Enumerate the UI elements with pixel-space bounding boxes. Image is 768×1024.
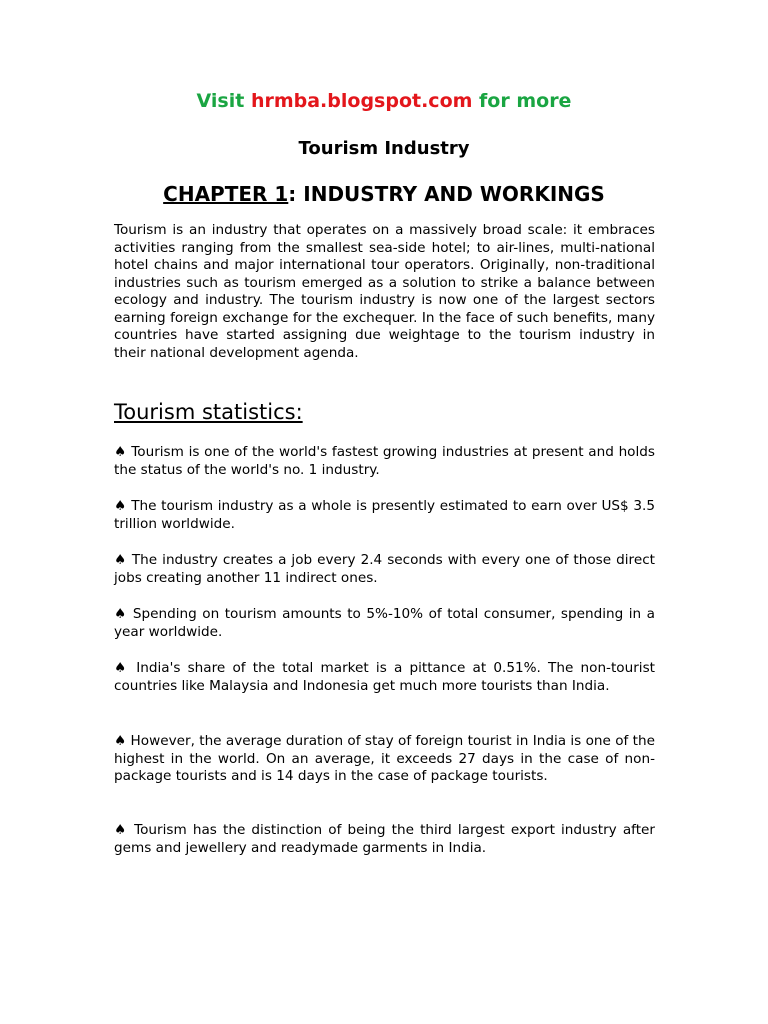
chapter-title: : INDUSTRY AND WORKINGS <box>288 182 605 206</box>
stat-bullet-2: ♠ The tourism industry as a whole is presently estimated to earn over US$ 3.5 trillion worldwide. <box>114 498 655 532</box>
stat-bullet-6: ♠ However, the average duration of stay of foreign tourist in India is one of the highest in the world. On an average, it exceeds 27 days in the case of non-package tourists and is 14 days in the case of package tourists. <box>114 733 655 784</box>
stats-heading: Tourism statistics: <box>114 400 303 424</box>
document-title: Tourism Industry <box>298 138 470 159</box>
stat-bullet-5: ♠ India's share of the total market is a pittance at 0.51%. The non-tourist countries like Malaysia and Indonesia get much more tourists than India. <box>114 660 655 694</box>
chapter-number: CHAPTER 1 <box>163 182 289 206</box>
stat-bullet-1: ♠ Tourism is one of the world's fastest growing industries at present and holds the status of the world's no. 1 industry. <box>114 444 655 478</box>
stat-bullet-7: ♠ Tourism has the distinction of being the third largest export industry after gems and jewellery and readymade garments in India. <box>114 822 655 856</box>
visit-banner <box>0 88 768 114</box>
visit-suffix: for more <box>472 90 572 112</box>
stat-bullet-4: ♠ Spending on tourism amounts to 5%-10% of total consumer, spending in a year worldwide. <box>114 606 655 640</box>
visit-prefix: Visit <box>196 90 251 112</box>
intro-paragraph: Tourism is an industry that operates on a massively broad scale: it embraces activities ranging from the smallest sea-side hotel; to air-lines, multi-national hotel chains and major international tour operators. Originally, non-traditional industries such as tourism emerged as a solution to strike a balance between ecology and industry. The tourism industry is now one of the largest sectors earning foreign exchange for the exchequer. In the face of such benefits, many countries have started assigning due weightage to the tourism industry in their national development agenda. <box>114 222 655 361</box>
stat-bullet-3: ♠ The industry creates a job every 2.4 seconds with every one of those direct jobs creating another 11 indirect ones. <box>114 552 655 586</box>
chapter-heading <box>0 180 768 208</box>
visit-site-link[interactable]: hrmba.blogspot.com <box>250 90 473 112</box>
